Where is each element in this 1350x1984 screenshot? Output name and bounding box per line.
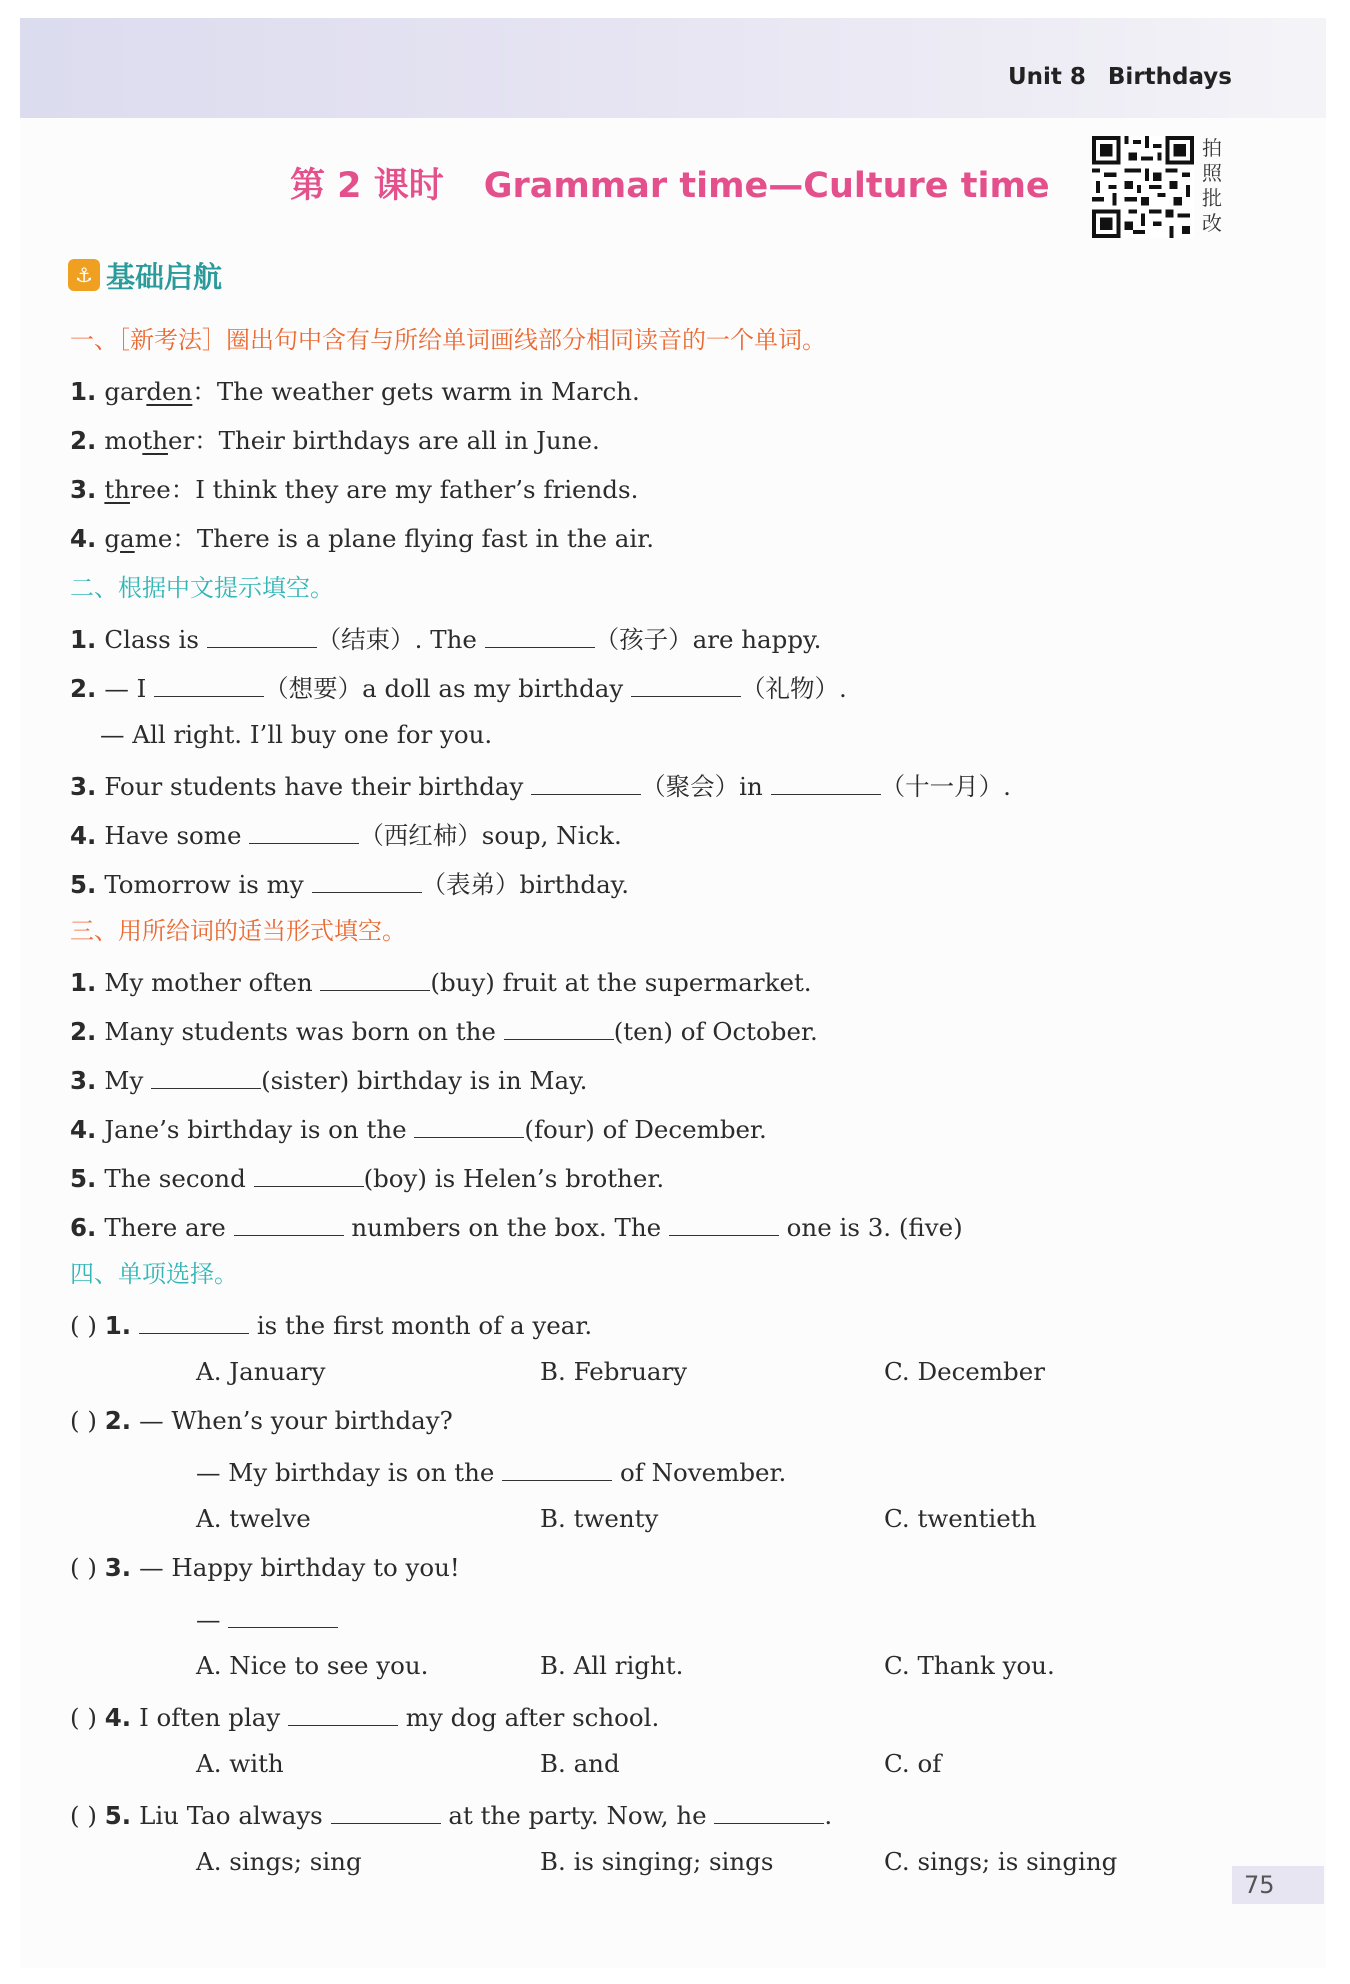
answer-paren[interactable]: ( ) [70, 1801, 97, 1830]
part2-item: 1. Class is （结束）. The （孩子）are happy. [70, 622, 821, 655]
answer-blank[interactable] [485, 622, 595, 648]
part4-instruction: 四、单项选择。 [70, 1260, 238, 1288]
new-exam-tag: ［新考法］ [118, 326, 226, 354]
part2-item: 2. — I （想要）a doll as my birthday （礼物）. [70, 671, 847, 704]
anchor-icon: ⚓ [68, 259, 100, 291]
qr-label: 拍照批改 [1202, 136, 1222, 235]
part3-item: 1. My mother often (buy) fruit at the supermarket. [70, 965, 812, 998]
answer-blank[interactable] [254, 1161, 364, 1187]
answer-blank[interactable] [249, 818, 359, 844]
option-b[interactable]: B. twenty [540, 1504, 659, 1533]
option-b[interactable]: B. February [540, 1357, 688, 1386]
answer-blank[interactable] [207, 622, 317, 648]
part3-item: 2. Many students was born on the (ten) of October. [70, 1014, 818, 1047]
answer-paren[interactable]: ( ) [70, 1553, 97, 1582]
part3-item: 5. The second (boy) is Helen’s brother. [70, 1161, 664, 1194]
answer-blank[interactable] [154, 671, 264, 697]
option-b[interactable]: B. and [540, 1749, 620, 1778]
part2-item-reply: — All right. I’ll buy one for you. [100, 720, 493, 749]
answer-blank[interactable] [631, 671, 741, 697]
answer-blank [714, 1798, 824, 1824]
lesson-title [290, 158, 1050, 208]
answer-paren[interactable]: ( ) [70, 1311, 97, 1340]
answer-blank [502, 1455, 612, 1481]
option-a[interactable]: A. Nice to see you. [196, 1651, 429, 1680]
option-c[interactable]: C. twentieth [884, 1504, 1037, 1533]
mc-question: ( ) 1. is the first month of a year. [70, 1308, 592, 1341]
part3-item: 3. My (sister) birthday is in May. [70, 1063, 587, 1096]
mc-question: ( ) 4. I often play my dog after school. [70, 1700, 659, 1733]
answer-blank[interactable] [312, 867, 422, 893]
part3-item: 4. Jane’s birthday is on the (four) of December. [70, 1112, 767, 1145]
option-c[interactable]: C. of [884, 1749, 942, 1778]
answer-blank[interactable] [669, 1210, 779, 1236]
section-heading [68, 257, 222, 293]
option-b[interactable]: B. is singing; sings [540, 1847, 774, 1876]
qr-code[interactable] [1092, 136, 1194, 238]
option-a[interactable]: A. with [196, 1749, 284, 1778]
unit-header [1008, 64, 1232, 90]
answer-blank[interactable] [414, 1112, 524, 1138]
mc-question: ( ) 2. — When’s your birthday? [70, 1406, 453, 1435]
answer-blank[interactable] [531, 769, 641, 795]
part1-item: 2. mother：Their birthdays are all in June. [70, 426, 600, 455]
page-number: 75 [1232, 1866, 1324, 1904]
answer-blank [228, 1602, 338, 1628]
part2-item: 3. Four students have their birthday （聚会）in （十一月）. [70, 769, 1011, 802]
answer-blank[interactable] [504, 1014, 614, 1040]
part3-item: 6. There are numbers on the box. The one is 3. (five) [70, 1210, 963, 1243]
part2-item: 5. Tomorrow is my （表弟）birthday. [70, 867, 629, 900]
lesson-label: 第 2 课时 [290, 166, 444, 206]
mc-question-line2: — My birthday is on the of November. [196, 1455, 786, 1488]
option-a[interactable]: A. January [196, 1357, 326, 1386]
part1-item: 3. three：I think they are my father’s friends. [70, 475, 639, 504]
mc-question: ( ) 3. — Happy birthday to you! [70, 1553, 460, 1582]
unit-number: Unit 8 [1007, 64, 1086, 90]
mc-question-line2: — [196, 1602, 338, 1635]
part1-item: 1. garden：The weather gets warm in March. [70, 377, 640, 406]
mc-question: ( ) 5. Liu Tao always at the party. Now, he . [70, 1798, 832, 1831]
part2-instruction: 二、根据中文提示填空。 [70, 574, 334, 602]
answer-paren[interactable]: ( ) [70, 1406, 97, 1435]
answer-blank [288, 1700, 398, 1726]
part2-item: 4. Have some （西红柿）soup, Nick. [70, 818, 622, 851]
answer-paren[interactable]: ( ) [70, 1703, 97, 1732]
option-b[interactable]: B. All right. [540, 1651, 684, 1680]
answer-blank[interactable] [234, 1210, 344, 1236]
option-c[interactable]: C. Thank you. [884, 1651, 1055, 1680]
part1-instruction: 一、［新考法］圈出句中含有与所给单词画线部分相同读音的一个单词。 [70, 326, 826, 354]
answer-blank[interactable] [151, 1063, 261, 1089]
part1-item: 4. game：There is a plane flying fast in the air. [70, 524, 655, 553]
lesson-topic: Grammar time—Culture time [483, 166, 1050, 206]
answer-blank [331, 1798, 441, 1824]
option-a[interactable]: A. sings; sing [196, 1847, 362, 1876]
option-c[interactable]: C. sings; is singing [884, 1847, 1118, 1876]
option-a[interactable]: A. twelve [196, 1504, 311, 1533]
section-title: 基础启航 [106, 259, 223, 294]
answer-blank[interactable] [320, 965, 430, 991]
answer-blank[interactable] [771, 769, 881, 795]
part3-instruction: 三、用所给词的适当形式填空。 [70, 917, 406, 945]
unit-name: Birthdays [1107, 64, 1232, 90]
option-c[interactable]: C. December [884, 1357, 1045, 1386]
answer-blank [139, 1308, 249, 1334]
